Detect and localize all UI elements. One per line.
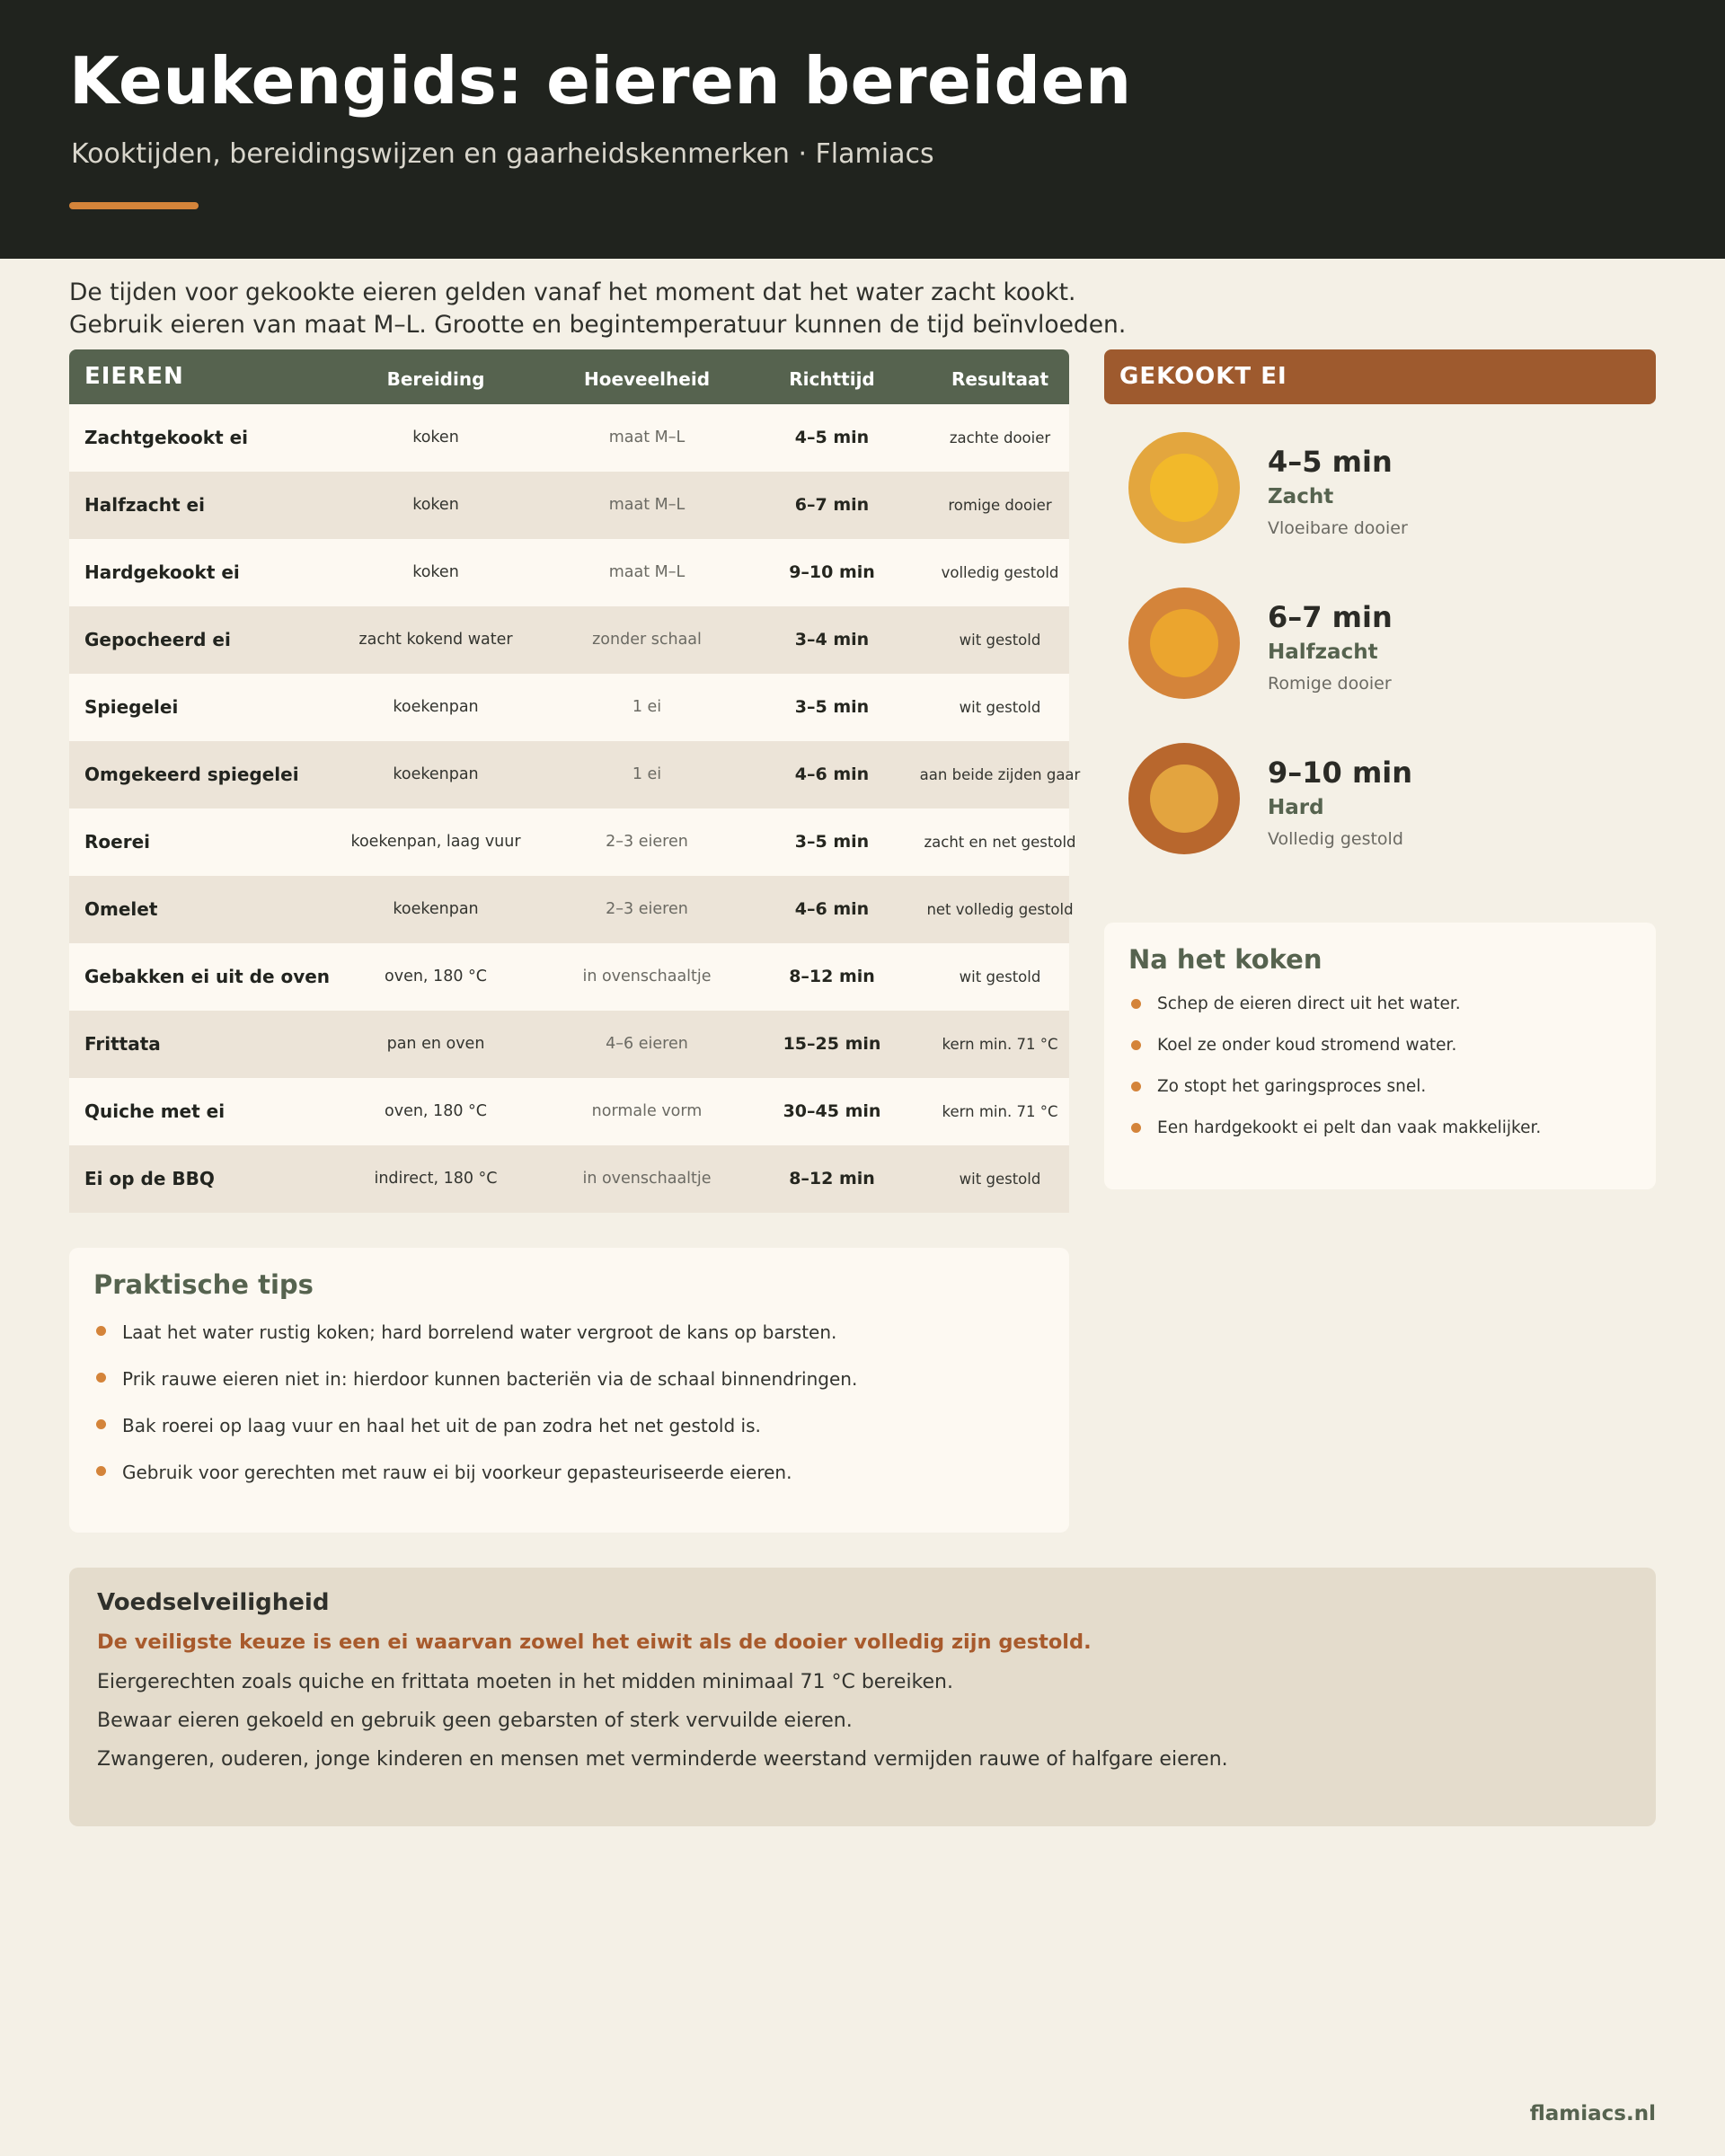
table-row bbox=[69, 404, 1069, 472]
row-hoeveelheid: in ovenschaaltje bbox=[582, 1170, 712, 1188]
page-title: Keukengids: eieren bereiden bbox=[69, 43, 1132, 119]
after-cooking-item bbox=[1128, 993, 1541, 1034]
row-resultaat: zacht en net gestold bbox=[924, 834, 1076, 851]
tip-item-text: Bak roerei op laag vuur en haal het uit de pan zodra het net gestold is. bbox=[122, 1415, 761, 1436]
row-name: Ei op de BBQ bbox=[84, 1168, 215, 1189]
row-name: Frittata bbox=[84, 1033, 161, 1055]
after-cooking-item bbox=[1128, 1075, 1541, 1117]
tips-list bbox=[93, 1320, 857, 1507]
row-richttijd: 6–7 min bbox=[794, 495, 870, 515]
after-cooking-title: Na het koken bbox=[1128, 944, 1322, 975]
boiled-egg-item bbox=[1128, 588, 1668, 704]
after-cooking-item bbox=[1128, 1034, 1541, 1075]
after-cooking-item-text: Een hardgekookt ei pelt dan vaak makkelijker. bbox=[1157, 1118, 1542, 1137]
boiled-egg-item bbox=[1128, 432, 1668, 549]
row-bereiding: koekenpan bbox=[393, 698, 479, 716]
row-resultaat: net volledig gestold bbox=[926, 901, 1074, 918]
footer-site[interactable]: flamiacs.nl bbox=[1529, 2102, 1656, 2125]
row-resultaat: aan beide zijden gaar bbox=[919, 766, 1081, 783]
row-bereiding: koekenpan, laag vuur bbox=[350, 833, 521, 851]
row-bereiding: indirect, 180 °C bbox=[374, 1170, 498, 1188]
table-row bbox=[69, 539, 1069, 606]
after-cooking-item-text: Schep de eieren direct uit het water. bbox=[1157, 994, 1461, 1013]
row-name: Halfzacht ei bbox=[84, 494, 205, 516]
tip-item bbox=[93, 1413, 857, 1460]
row-name: Roerei bbox=[84, 831, 150, 853]
tip-item-text: Gebruik voor gerechten met rauw ei bij voorkeur gepasteuriseerde eieren. bbox=[122, 1462, 792, 1483]
row-name: Omgekeerd spiegelei bbox=[84, 764, 299, 785]
row-richttijd: 4–5 min bbox=[794, 428, 870, 447]
row-name: Hardgekookt ei bbox=[84, 561, 240, 583]
bullet-icon bbox=[1131, 999, 1141, 1009]
after-cooking-card bbox=[1104, 923, 1656, 1189]
egg-time: 6–7 min bbox=[1268, 600, 1393, 634]
row-richttijd: 3–5 min bbox=[794, 697, 870, 717]
after-cooking-list bbox=[1128, 993, 1541, 1158]
accent-bar bbox=[69, 202, 199, 209]
egg-label: Zacht bbox=[1268, 485, 1334, 508]
row-name: Gepocheerd ei bbox=[84, 629, 231, 650]
egg-white-icon bbox=[1128, 432, 1240, 543]
bullet-icon bbox=[96, 1466, 106, 1476]
column-header-richttijd: Richttijd bbox=[789, 368, 875, 390]
food-safety-title: Voedselveiligheid bbox=[97, 1589, 330, 1616]
table-row bbox=[69, 472, 1069, 539]
egg-description: Vloeibare dooier bbox=[1268, 518, 1408, 538]
food-safety-lead: De veiligste keuze is een ei waarvan zowel het eiwit als de dooier volledig zijn gestold. bbox=[97, 1630, 1092, 1654]
row-bereiding: oven, 180 °C bbox=[385, 1102, 487, 1120]
row-bereiding: koekenpan bbox=[393, 900, 479, 918]
row-name: Quiche met ei bbox=[84, 1100, 226, 1122]
table-row bbox=[69, 674, 1069, 741]
page-subtitle: Kooktijden, bereidingswijzen en gaarheidskenmerken · Flamiacs bbox=[71, 138, 934, 170]
egg-yolk-icon bbox=[1150, 609, 1218, 677]
row-bereiding: koken bbox=[412, 429, 459, 446]
row-richttijd: 15–25 min bbox=[783, 1034, 881, 1054]
egg-description: Volledig gestold bbox=[1268, 829, 1403, 849]
row-richttijd: 3–5 min bbox=[794, 832, 870, 852]
egg-yolk-icon bbox=[1150, 764, 1218, 833]
table-row bbox=[69, 1011, 1069, 1078]
tips-card bbox=[69, 1248, 1069, 1533]
row-bereiding: pan en oven bbox=[386, 1035, 485, 1053]
row-name: Omelet bbox=[84, 898, 158, 920]
row-hoeveelheid: maat M–L bbox=[608, 496, 686, 514]
row-bereiding: koekenpan bbox=[393, 765, 479, 783]
row-hoeveelheid: maat M–L bbox=[608, 429, 686, 446]
food-safety-line: Zwangeren, ouderen, jonge kinderen en mensen met verminderde weerstand vermijden rauwe of halfgare eieren. bbox=[97, 1748, 1228, 1771]
egg-label: Halfzacht bbox=[1268, 641, 1378, 664]
egg-time: 9–10 min bbox=[1268, 755, 1413, 790]
row-richttijd: 8–12 min bbox=[789, 967, 875, 986]
food-safety-line: Eiergerechten zoals quiche en frittata moeten in het midden minimaal 71 °C bereiken. bbox=[97, 1671, 953, 1693]
egg-white-icon bbox=[1128, 743, 1240, 854]
row-richttijd: 3–4 min bbox=[794, 630, 870, 649]
column-header-resultaat: Resultaat bbox=[951, 368, 1049, 390]
row-resultaat: wit gestold bbox=[959, 1171, 1041, 1188]
after-cooking-item-text: Koel ze onder koud stromend water. bbox=[1157, 1036, 1457, 1055]
row-bereiding: oven, 180 °C bbox=[385, 968, 487, 985]
row-richttijd: 30–45 min bbox=[783, 1101, 881, 1121]
row-richttijd: 4–6 min bbox=[794, 899, 870, 919]
table-header bbox=[69, 349, 1069, 404]
row-name: Zachtgekookt ei bbox=[84, 427, 249, 448]
table-body bbox=[69, 404, 1081, 1213]
tip-item-text: Laat het water rustig koken; hard borrelend water vergroot de kans op barsten. bbox=[122, 1321, 837, 1343]
row-richttijd: 9–10 min bbox=[789, 562, 875, 582]
food-safety-line: Bewaar eieren gekoeld en gebruik geen gebarsten of sterk vervuilde eieren. bbox=[97, 1710, 853, 1732]
food-safety-card bbox=[69, 1568, 1656, 1826]
egg-label: Hard bbox=[1268, 796, 1324, 819]
row-name: Gebakken ei uit de oven bbox=[84, 966, 331, 987]
row-hoeveelheid: in ovenschaaltje bbox=[582, 968, 712, 985]
row-hoeveelheid: 4–6 eieren bbox=[606, 1035, 688, 1053]
tip-item bbox=[93, 1460, 857, 1507]
bullet-icon bbox=[1131, 1123, 1141, 1133]
column-header-bereiding: Bereiding bbox=[386, 368, 485, 390]
after-cooking-item-text: Zo stopt het garingsproces snel. bbox=[1157, 1077, 1427, 1096]
boiled-egg-title: GEKOOKT EI bbox=[1119, 363, 1287, 390]
row-resultaat: zachte dooier bbox=[949, 429, 1051, 446]
table-row bbox=[69, 606, 1069, 674]
row-hoeveelheid: 1 ei bbox=[632, 765, 662, 783]
column-header-hoeveelheid: Hoeveelheid bbox=[583, 368, 711, 390]
intro-line: De tijden voor gekookte eieren gelden vanaf het moment dat het water zacht kookt. bbox=[69, 278, 1076, 306]
row-resultaat: volledig gestold bbox=[941, 564, 1059, 581]
table-row bbox=[69, 1145, 1069, 1213]
bullet-icon bbox=[96, 1373, 106, 1383]
tip-item bbox=[93, 1366, 857, 1413]
bullet-icon bbox=[96, 1419, 106, 1429]
row-resultaat: wit gestold bbox=[959, 632, 1041, 649]
row-resultaat: wit gestold bbox=[959, 968, 1041, 985]
egg-time: 4–5 min bbox=[1268, 445, 1393, 479]
bullet-icon bbox=[96, 1326, 106, 1336]
bullet-icon bbox=[1131, 1082, 1141, 1091]
table-row bbox=[69, 1078, 1069, 1145]
tip-item bbox=[93, 1320, 857, 1366]
row-bereiding: zacht kokend water bbox=[358, 631, 513, 649]
table-row bbox=[69, 943, 1069, 1011]
egg-table bbox=[69, 349, 1081, 1213]
row-hoeveelheid: 1 ei bbox=[632, 698, 662, 716]
after-cooking-item bbox=[1128, 1117, 1541, 1158]
table-title: EIEREN bbox=[84, 363, 184, 390]
boiled-egg-item bbox=[1128, 743, 1668, 860]
row-hoeveelheid: 2–3 eieren bbox=[606, 900, 688, 918]
boiled-egg-header bbox=[1104, 349, 1656, 404]
intro-line: Gebruik eieren van maat M–L. Grootte en begintemperatuur kunnen de tijd beïnvloeden. bbox=[69, 311, 1127, 339]
row-hoeveelheid: zonder schaal bbox=[592, 631, 702, 649]
row-name: Spiegelei bbox=[84, 696, 179, 718]
page-header bbox=[0, 0, 1725, 259]
row-hoeveelheid: 2–3 eieren bbox=[606, 833, 688, 851]
table-row bbox=[69, 741, 1081, 808]
row-hoeveelheid: normale vorm bbox=[591, 1102, 703, 1120]
row-hoeveelheid: maat M–L bbox=[608, 563, 686, 581]
row-resultaat: romige dooier bbox=[948, 497, 1052, 514]
row-richttijd: 8–12 min bbox=[789, 1169, 875, 1188]
row-resultaat: kern min. 71 °C bbox=[942, 1103, 1058, 1120]
row-resultaat: wit gestold bbox=[959, 699, 1041, 716]
tip-item-text: Prik rauwe eieren niet in: hierdoor kunnen bacteriën via de schaal binnendringen. bbox=[122, 1368, 858, 1390]
table-row bbox=[69, 808, 1076, 876]
egg-white-icon bbox=[1128, 588, 1240, 699]
row-richttijd: 4–6 min bbox=[794, 764, 870, 784]
table-row bbox=[69, 876, 1074, 943]
egg-yolk-icon bbox=[1150, 454, 1218, 522]
intro-text bbox=[69, 277, 1126, 341]
egg-description: Romige dooier bbox=[1268, 674, 1392, 694]
row-bereiding: koken bbox=[412, 496, 459, 514]
row-bereiding: koken bbox=[412, 563, 459, 581]
row-resultaat: kern min. 71 °C bbox=[942, 1036, 1058, 1053]
bullet-icon bbox=[1131, 1040, 1141, 1050]
tips-title: Praktische tips bbox=[93, 1269, 314, 1300]
